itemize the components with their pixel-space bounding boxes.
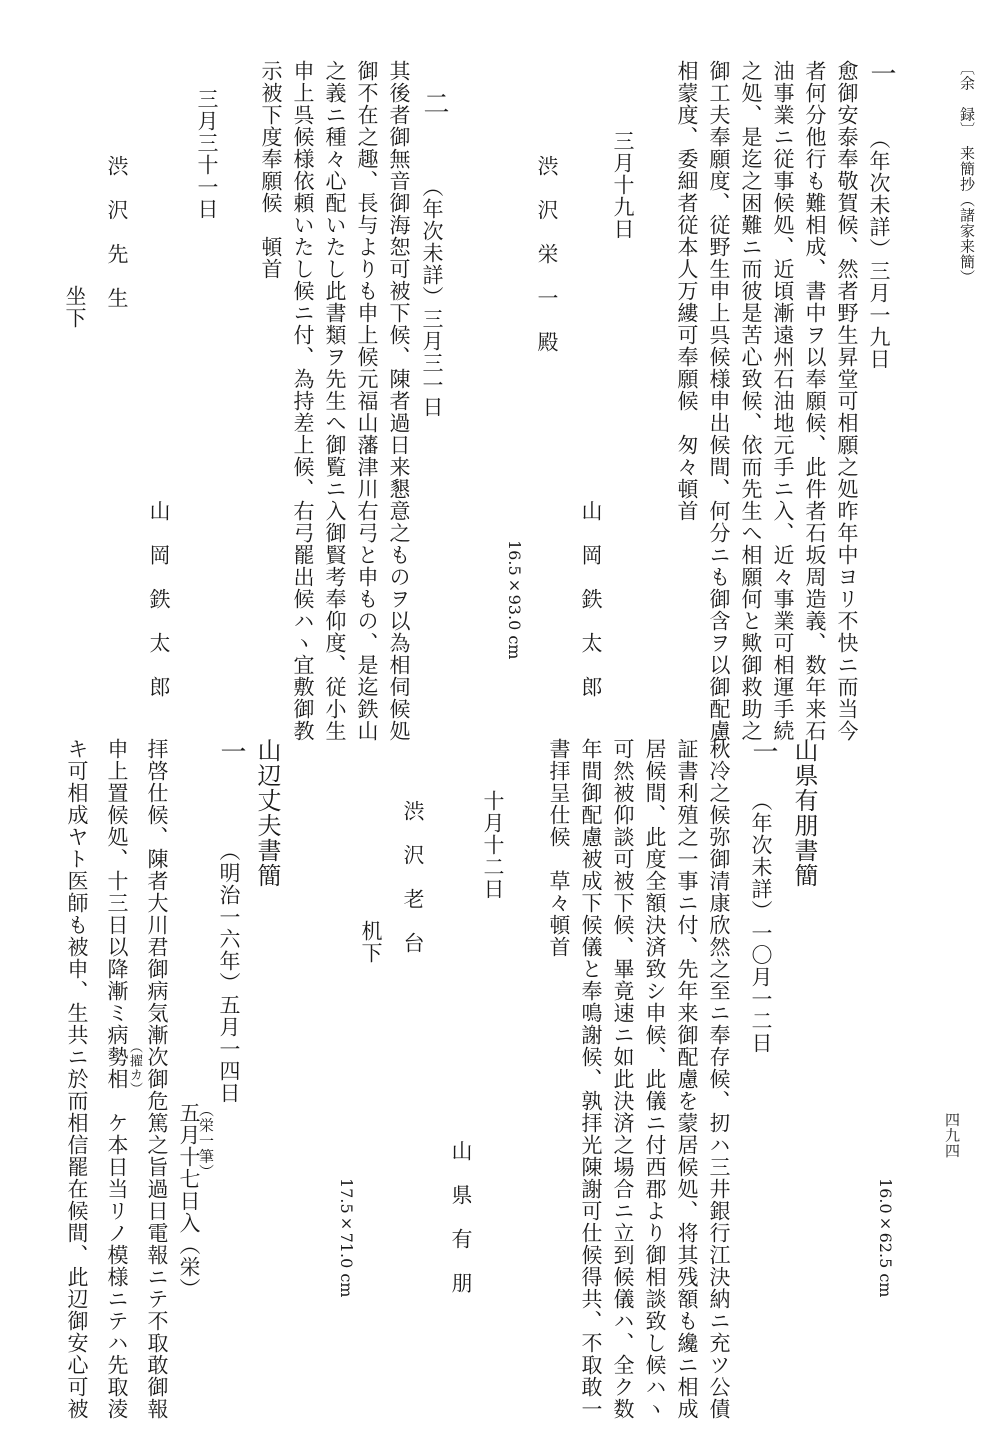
letter1-line-2: 者何分他行も難相成、書中ヲ以奉願候、此件者石坂周造義、数年来石 bbox=[803, 60, 827, 742]
letter1-line-3: 油事業ニ従事候処、近頃漸遠州石油地元手ニ入、近々事業可相運手続 bbox=[771, 60, 795, 742]
yamagata-line-5: 年間御配慮被成下候儀と奉鳴謝候、孰拝光陳謝可仕候得共、不取敢一 bbox=[579, 738, 603, 1420]
yamagata-line-2: 証書利殖之一事ニ付、先年来御配慮を蒙居候処、将其残額も纔ニ相成 bbox=[675, 738, 699, 1420]
letter1-sender: 山 岡 鉄 太 郎 bbox=[579, 500, 603, 698]
letter2-sender: 山 岡 鉄 太 郎 bbox=[147, 500, 171, 698]
yamanobe-date-heading: （明治一六年）五月一四日 bbox=[217, 840, 241, 1104]
letter1-date-heading: （年次未詳）三月一九日 bbox=[867, 128, 891, 370]
yamanobe-receipt-note: （栄一筆） bbox=[197, 1102, 215, 1180]
letter2-line-2: 御不在之趣、長与よりも申上候元福山藩津川右弓と申もの、是迄鉄山 bbox=[355, 60, 379, 742]
yamagata-line-3: 居候間、此度全額決済致シ申候、此儀ニ付西郡より御相談致し候ハヽ bbox=[643, 738, 667, 1420]
yamanobe-line-1: 拝啓仕候、陳者大川君御病気漸次御危篤之旨過日電報ニテ不取敢御報 bbox=[145, 738, 169, 1420]
letter1-number: 一 bbox=[866, 60, 896, 87]
letter2-line-1: 其後者御無音御海恕可被下候、陳者過日来懇意之ものヲ以為相伺候処 bbox=[387, 60, 411, 742]
yamagata-line-6: 書拝呈仕候 草々頓首 bbox=[547, 738, 571, 958]
letter2-line-4: 申上呉候様依頼いたし候ニ付、為持差上候、右弓罷出候ハヽ宜敷御教 bbox=[291, 60, 315, 742]
letter1-dimensions: 16.5×93.0 cm bbox=[505, 540, 524, 660]
yamanobe-line-2: 申上置候処、十三日以降漸ミ病勢相 ケ本日当リノ模様ニテハ先取淩 bbox=[105, 738, 129, 1420]
letter2-honorific: 坐下 bbox=[63, 285, 87, 329]
yamagata-honorific: 机下 bbox=[359, 920, 383, 964]
yamagata-line-1: 秋冷之候弥御清康欣然之至ニ奉存候、扨ハ三井銀行江決納ニ充ツ公債 bbox=[707, 738, 731, 1420]
yamagata-number: 一 bbox=[748, 738, 778, 765]
yamanobe-section-title: 山辺丈夫書簡 bbox=[253, 738, 281, 888]
letter2-line-5: 示被下度奉願候 頓首 bbox=[259, 60, 283, 280]
letter1-line-6: 相蒙度、委細者従本人万縷可奉願候 匆々頓首 bbox=[675, 60, 699, 522]
yamagata-sender: 山 県 有 朋 bbox=[449, 1140, 473, 1294]
yamagata-recipient: 渋 沢 老 台 bbox=[401, 800, 425, 954]
yamagata-section-title: 山県有朋書簡 bbox=[790, 738, 818, 888]
yamanobe-dimensions: 17.5×71.0 cm bbox=[337, 1178, 356, 1298]
letter1-line-4: 之処、是迄之困難ニ而彼是苦心致候、依而先生へ相願何と歟御救助之 bbox=[739, 60, 763, 742]
yamagata-dimensions: 16.0×62.5 cm bbox=[876, 1178, 895, 1298]
yamanobe-line-3: キ可相成ヤト医師も被申、生共ニ於而相信罷在候間、此辺御安心可被 bbox=[65, 738, 89, 1420]
yamanobe-receipt-date: 五月十七日入（栄） bbox=[177, 1102, 201, 1300]
letter2-line-3: 之義ニ種々心配いたし此書類ヲ先生へ御覧ニ入御賢考奉仰度、従小生 bbox=[323, 60, 347, 742]
running-head: 〔余 録〕 来簡抄（諸家来簡） bbox=[958, 60, 976, 285]
letter2-number: 二 bbox=[419, 90, 449, 117]
yamagata-date: 十月十二日 bbox=[481, 790, 505, 900]
letter2-date-heading: （年次未詳）三月三一日 bbox=[420, 176, 444, 418]
letter1-date: 三月十九日 bbox=[611, 130, 635, 240]
letter2-recipient: 渋 沢 先 生 bbox=[105, 155, 129, 309]
letter1-line-5: 御工夫奉願度、従野生申上呉候様申出候間、何分ニも御含ヲ以御配慮 bbox=[707, 60, 731, 742]
yamanobe-number: 一 bbox=[216, 738, 246, 765]
letter2-date: 三月三十一日 bbox=[195, 88, 219, 220]
yamagata-line-4: 可然被仰談可被下候、畢竟速ニ如此決済之場合ニ立到候儀ハ、全ク数 bbox=[611, 738, 635, 1420]
letter1-recipient: 渋 沢 栄 一 殿 bbox=[535, 155, 559, 353]
yamagata-date-heading: （年次未詳）一〇月一二日 bbox=[749, 790, 773, 1054]
letter1-line-1: 愈御安泰奉敬賀候、然者野生昇堂可相願之処昨年中ヨリ不快ニ而当今 bbox=[835, 60, 859, 742]
page-number: 四九四 bbox=[943, 1112, 961, 1159]
yamanobe-annotation: （擢カ） bbox=[127, 1040, 142, 1096]
